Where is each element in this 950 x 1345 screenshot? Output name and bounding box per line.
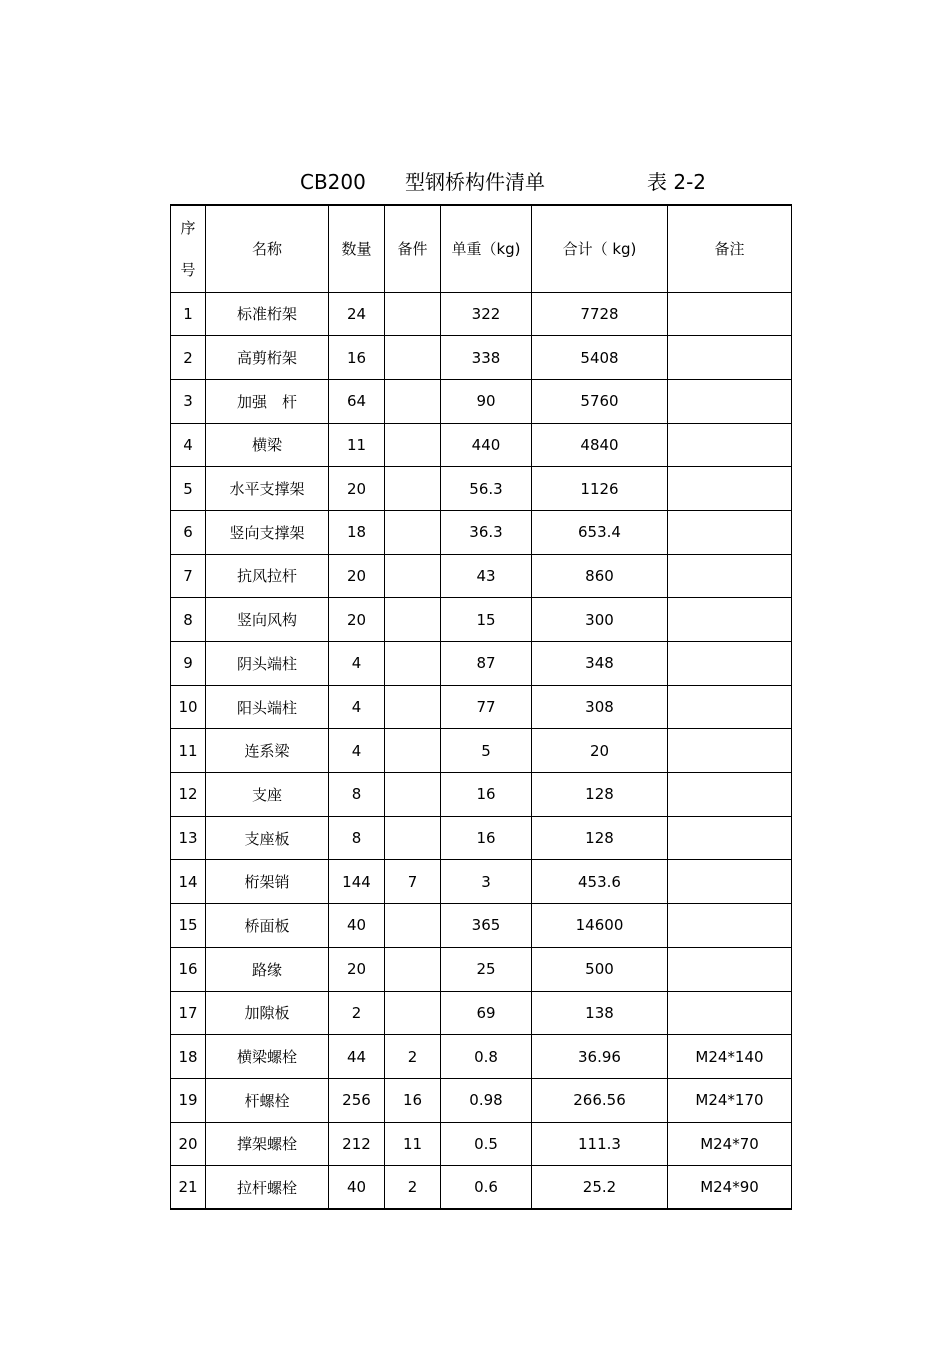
cell-unit-weight: 0.8	[441, 1035, 532, 1079]
cell-index: 3	[171, 379, 206, 423]
cell-quantity: 44	[329, 1035, 385, 1079]
cell-quantity: 4	[329, 729, 385, 773]
cell-remark	[668, 816, 792, 860]
table-row	[171, 642, 792, 686]
table-row	[171, 991, 792, 1035]
cell-index: 6	[171, 510, 206, 554]
cell-remark	[668, 729, 792, 773]
cell-unit-weight: 16	[441, 816, 532, 860]
cell-name: 撑架螺栓	[206, 1122, 329, 1166]
cell-quantity: 16	[329, 336, 385, 380]
cell-index: 10	[171, 685, 206, 729]
cell-remark	[668, 685, 792, 729]
cell-unit-weight: 0.98	[441, 1078, 532, 1122]
header-quantity: 数量	[329, 205, 385, 292]
cell-remark	[668, 773, 792, 817]
cell-spare	[385, 510, 441, 554]
cell-unit-weight: 365	[441, 904, 532, 948]
cell-index: 7	[171, 554, 206, 598]
cell-spare	[385, 336, 441, 380]
cell-index: 20	[171, 1122, 206, 1166]
cell-unit-weight: 77	[441, 685, 532, 729]
cell-total: 14600	[532, 904, 668, 948]
cell-quantity: 20	[329, 598, 385, 642]
cell-index: 2	[171, 336, 206, 380]
cell-name: 竖向支撑架	[206, 510, 329, 554]
cell-remark	[668, 379, 792, 423]
cell-index: 4	[171, 423, 206, 467]
cell-total: 266.56	[532, 1078, 668, 1122]
table-row	[171, 1078, 792, 1122]
cell-name: 阳头端柱	[206, 685, 329, 729]
table-row	[171, 816, 792, 860]
cell-quantity: 18	[329, 510, 385, 554]
cell-quantity: 256	[329, 1078, 385, 1122]
cell-index: 1	[171, 292, 206, 336]
cell-remark	[668, 510, 792, 554]
cell-quantity: 24	[329, 292, 385, 336]
cell-remark: M24*170	[668, 1078, 792, 1122]
cell-spare	[385, 467, 441, 511]
cell-index: 5	[171, 467, 206, 511]
cell-quantity: 20	[329, 947, 385, 991]
cell-name: 竖向风构	[206, 598, 329, 642]
cell-quantity: 40	[329, 904, 385, 948]
cell-name: 加隙板	[206, 991, 329, 1035]
table-row	[171, 685, 792, 729]
table-header-row	[171, 205, 792, 292]
cell-remark	[668, 467, 792, 511]
cell-index: 21	[171, 1166, 206, 1210]
cell-index: 14	[171, 860, 206, 904]
cell-spare	[385, 642, 441, 686]
cell-spare	[385, 379, 441, 423]
cell-quantity: 64	[329, 379, 385, 423]
table-row	[171, 379, 792, 423]
table-body	[171, 292, 792, 1209]
cell-quantity: 4	[329, 685, 385, 729]
cell-spare	[385, 554, 441, 598]
cell-spare: 16	[385, 1078, 441, 1122]
cell-spare	[385, 292, 441, 336]
cell-unit-weight: 0.5	[441, 1122, 532, 1166]
cell-index: 18	[171, 1035, 206, 1079]
cell-remark	[668, 336, 792, 380]
cell-total: 5760	[532, 379, 668, 423]
cell-unit-weight: 56.3	[441, 467, 532, 511]
cell-quantity: 20	[329, 467, 385, 511]
cell-remark: M24*140	[668, 1035, 792, 1079]
cell-name: 路缘	[206, 947, 329, 991]
title-table-name: 型钢桥构件清单	[405, 170, 545, 194]
table-row	[171, 423, 792, 467]
cell-index: 12	[171, 773, 206, 817]
cell-quantity: 11	[329, 423, 385, 467]
cell-index: 17	[171, 991, 206, 1035]
cell-index: 16	[171, 947, 206, 991]
cell-spare	[385, 947, 441, 991]
cell-index: 9	[171, 642, 206, 686]
cell-total: 25.2	[532, 1166, 668, 1210]
cell-quantity: 4	[329, 642, 385, 686]
cell-name: 杆螺栓	[206, 1078, 329, 1122]
header-index-line-1: 序	[180, 218, 196, 237]
title-table-number: 表 2-2	[647, 170, 707, 194]
cell-unit-weight: 69	[441, 991, 532, 1035]
table-row	[171, 729, 792, 773]
cell-spare: 2	[385, 1166, 441, 1210]
cell-name: 支座	[206, 773, 329, 817]
cell-name: 标准桁架	[206, 292, 329, 336]
cell-quantity: 212	[329, 1122, 385, 1166]
cell-total: 20	[532, 729, 668, 773]
cell-spare	[385, 904, 441, 948]
cell-remark: M24*90	[668, 1166, 792, 1210]
cell-quantity: 144	[329, 860, 385, 904]
cell-unit-weight: 440	[441, 423, 532, 467]
table-row	[171, 510, 792, 554]
cell-unit-weight: 90	[441, 379, 532, 423]
cell-remark	[668, 642, 792, 686]
cell-name: 阴头端柱	[206, 642, 329, 686]
cell-spare	[385, 729, 441, 773]
cell-total: 860	[532, 554, 668, 598]
cell-index: 19	[171, 1078, 206, 1122]
cell-total: 308	[532, 685, 668, 729]
table-row	[171, 292, 792, 336]
cell-quantity: 8	[329, 816, 385, 860]
cell-quantity: 40	[329, 1166, 385, 1210]
cell-spare: 11	[385, 1122, 441, 1166]
cell-unit-weight: 43	[441, 554, 532, 598]
cell-unit-weight: 5	[441, 729, 532, 773]
table-row	[171, 904, 792, 948]
cell-index: 15	[171, 904, 206, 948]
cell-remark	[668, 860, 792, 904]
cell-unit-weight: 15	[441, 598, 532, 642]
header-index	[171, 205, 206, 292]
cell-total: 128	[532, 773, 668, 817]
header-spare: 备件	[385, 205, 441, 292]
cell-remark	[668, 554, 792, 598]
cell-total: 348	[532, 642, 668, 686]
table-row	[171, 1166, 792, 1210]
cell-quantity: 8	[329, 773, 385, 817]
header-unit-weight: 单重（kg)	[441, 205, 532, 292]
header-remark: 备注	[668, 205, 792, 292]
cell-total: 1126	[532, 467, 668, 511]
cell-name: 水平支撑架	[206, 467, 329, 511]
cell-name: 连系梁	[206, 729, 329, 773]
table-row	[171, 860, 792, 904]
cell-remark	[668, 904, 792, 948]
cell-total: 5408	[532, 336, 668, 380]
cell-name: 支座板	[206, 816, 329, 860]
cell-name: 横梁螺栓	[206, 1035, 329, 1079]
table-row	[171, 1035, 792, 1079]
cell-remark	[668, 292, 792, 336]
cell-total: 128	[532, 816, 668, 860]
cell-unit-weight: 36.3	[441, 510, 532, 554]
cell-spare	[385, 423, 441, 467]
cell-unit-weight: 16	[441, 773, 532, 817]
cell-name: 抗风拉杆	[206, 554, 329, 598]
cell-name: 桁架销	[206, 860, 329, 904]
components-table	[170, 204, 792, 1210]
cell-quantity: 20	[329, 554, 385, 598]
cell-spare	[385, 816, 441, 860]
cell-total: 7728	[532, 292, 668, 336]
cell-total: 36.96	[532, 1035, 668, 1079]
cell-name: 横梁	[206, 423, 329, 467]
cell-total: 138	[532, 991, 668, 1035]
header-total: 合计（ kg)	[532, 205, 668, 292]
title-model-code: CB200	[300, 170, 366, 194]
cell-total: 453.6	[532, 860, 668, 904]
cell-index: 13	[171, 816, 206, 860]
cell-name: 加强 杆	[206, 379, 329, 423]
table-row	[171, 598, 792, 642]
header-index-line-2: 号	[180, 260, 196, 279]
table-row	[171, 336, 792, 380]
cell-unit-weight: 3	[441, 860, 532, 904]
cell-remark	[668, 423, 792, 467]
cell-spare: 7	[385, 860, 441, 904]
cell-name: 拉杆螺栓	[206, 1166, 329, 1210]
document-title	[0, 168, 950, 196]
cell-remark	[668, 598, 792, 642]
cell-unit-weight: 87	[441, 642, 532, 686]
cell-index: 8	[171, 598, 206, 642]
cell-spare	[385, 991, 441, 1035]
table-row	[171, 554, 792, 598]
cell-unit-weight: 338	[441, 336, 532, 380]
cell-spare: 2	[385, 1035, 441, 1079]
cell-name: 桥面板	[206, 904, 329, 948]
cell-total: 653.4	[532, 510, 668, 554]
table-row	[171, 1122, 792, 1166]
cell-total: 4840	[532, 423, 668, 467]
cell-total: 300	[532, 598, 668, 642]
cell-total: 111.3	[532, 1122, 668, 1166]
cell-remark: M24*70	[668, 1122, 792, 1166]
cell-total: 500	[532, 947, 668, 991]
table-row	[171, 773, 792, 817]
cell-spare	[385, 773, 441, 817]
cell-spare	[385, 598, 441, 642]
table-row	[171, 467, 792, 511]
cell-unit-weight: 322	[441, 292, 532, 336]
table-row	[171, 947, 792, 991]
cell-remark	[668, 947, 792, 991]
cell-index: 11	[171, 729, 206, 773]
cell-quantity: 2	[329, 991, 385, 1035]
cell-name: 高剪桁架	[206, 336, 329, 380]
cell-spare	[385, 685, 441, 729]
cell-remark	[668, 991, 792, 1035]
cell-unit-weight: 25	[441, 947, 532, 991]
cell-unit-weight: 0.6	[441, 1166, 532, 1210]
header-name: 名称	[206, 205, 329, 292]
